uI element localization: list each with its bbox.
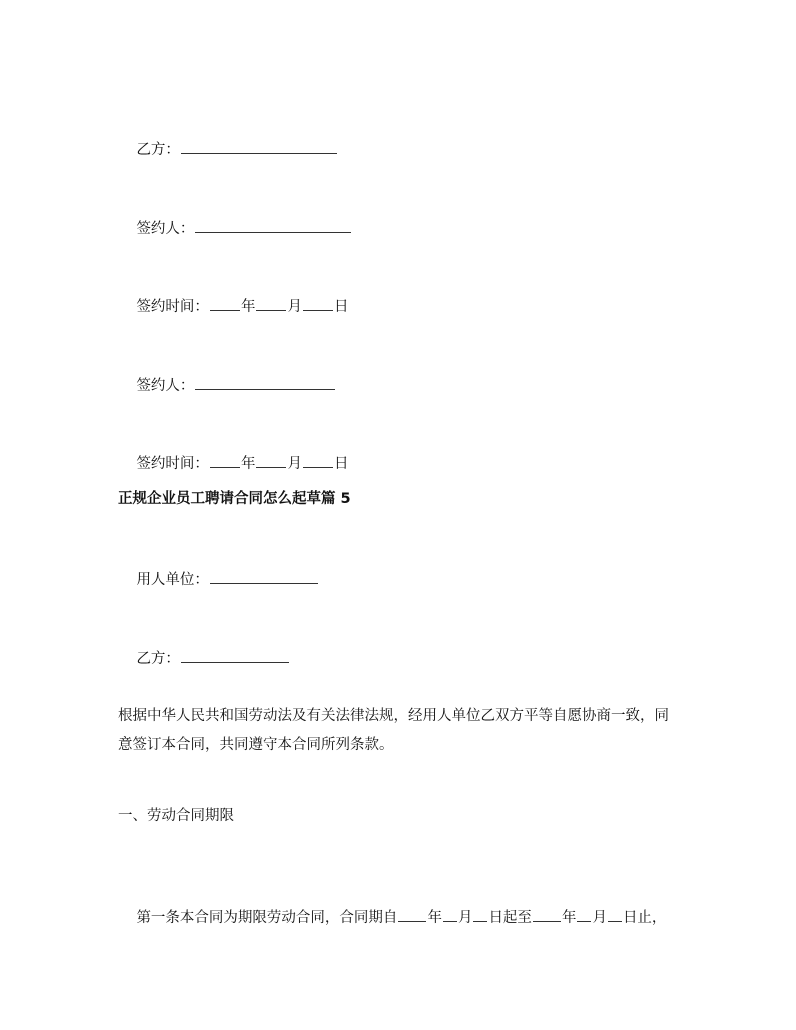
article-one-prefix: 第一条本合同为期限劳动合同，合同期自 — [136, 910, 398, 926]
end-year-blank — [533, 907, 561, 922]
end-month-text: 月 — [592, 910, 607, 926]
year-blank — [210, 453, 240, 468]
start-month-blank — [443, 907, 457, 922]
employer-blank — [210, 569, 318, 584]
day-text: 日 — [333, 299, 349, 315]
party-b-blank — [181, 648, 289, 663]
party-b-label: 乙方： — [136, 651, 180, 667]
intro-paragraph: 根据中华人民共和国劳动法及有关法律法规，经用人单位乙双方平等自愿协商一致，同意签订本合同，共同遵守本合同所列条款。 — [118, 708, 669, 753]
sign-time-label: 签约时间： — [136, 299, 209, 315]
start-day-blank — [473, 907, 487, 922]
signer-label: 签约人： — [136, 221, 195, 237]
sign-time-line-1 — [118, 274, 348, 340]
employer-label: 用人单位： — [136, 572, 209, 588]
end-month-blank — [577, 907, 591, 922]
party-b-line-1 — [118, 117, 338, 183]
month-text: 月 — [287, 299, 302, 315]
article-one — [118, 885, 666, 951]
start-year-blank — [398, 907, 426, 922]
end-year-text: 年 — [561, 910, 577, 926]
signer-blank — [195, 375, 335, 390]
signer-blank — [195, 218, 351, 233]
chapter-one-title: 一、劳动合同期限 — [118, 808, 234, 824]
signer-label: 签约人： — [136, 378, 195, 394]
year-text: 年 — [240, 456, 256, 472]
signer-line-2 — [118, 353, 336, 419]
day-blank — [303, 296, 333, 311]
start-year-text: 年 — [427, 910, 442, 926]
day-blank — [303, 453, 333, 468]
start-month-text: 月 — [457, 910, 473, 926]
month-text: 月 — [287, 456, 302, 472]
sign-time-label: 签约时间： — [136, 456, 209, 472]
party-b-label: 乙方： — [136, 142, 180, 158]
year-blank — [210, 296, 240, 311]
signer-line-1 — [118, 196, 352, 262]
year-text: 年 — [240, 299, 256, 315]
start-day-text: 日起至 — [488, 910, 532, 926]
end-day-text: 日止， — [622, 910, 667, 926]
day-text: 日 — [333, 456, 349, 472]
end-day-blank — [608, 907, 622, 922]
section-heading: 正规企业员工聘请合同怎么起草篇 5 — [118, 491, 351, 507]
party-b-blank — [181, 139, 337, 154]
month-blank — [256, 296, 286, 311]
employer-line — [118, 547, 319, 613]
month-blank — [256, 453, 286, 468]
party-b-line-2 — [118, 626, 290, 692]
